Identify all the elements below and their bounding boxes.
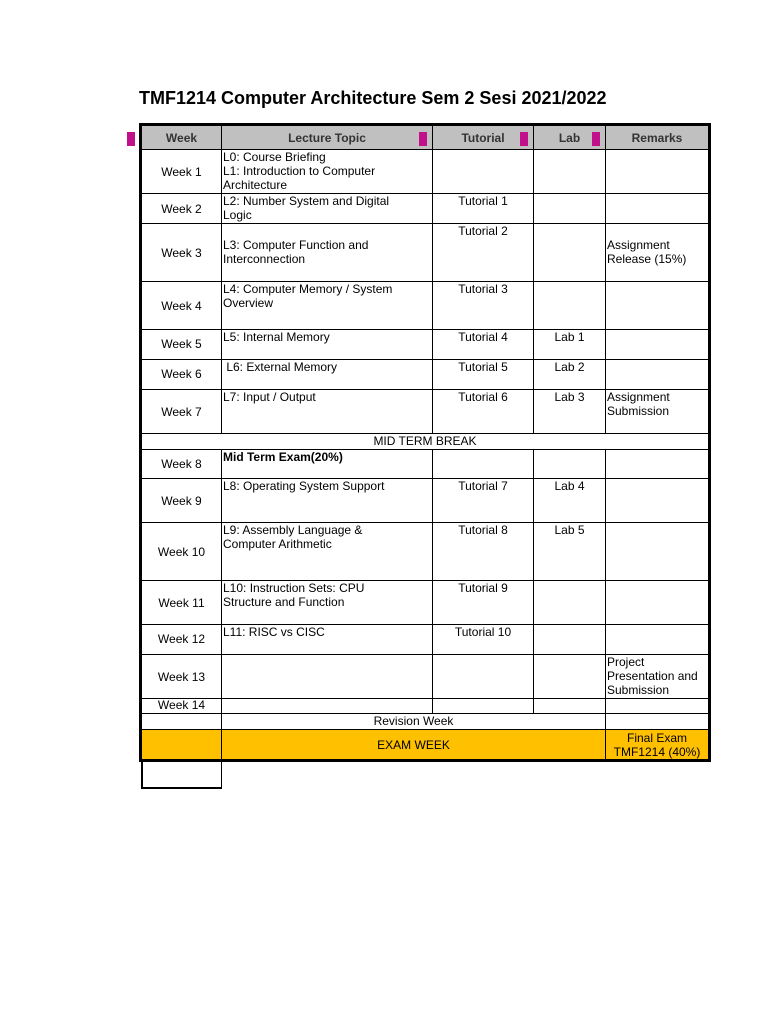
week-cell: Week 1 xyxy=(141,149,222,194)
tutorial-cell: Tutorial 6 xyxy=(432,389,534,434)
tutorial-cell: Tutorial 8 xyxy=(432,522,534,581)
revision-week-row: Revision Week xyxy=(221,713,606,730)
topic-cell: L7: Input / Output xyxy=(221,389,433,434)
lab-cell: Lab 1 xyxy=(533,329,606,360)
week-cell: Week 14 xyxy=(141,698,222,714)
tutorial-cell xyxy=(432,654,534,699)
topic-cell: L4: Computer Memory / System Overview xyxy=(221,281,433,330)
week-cell: Week 3 xyxy=(141,223,222,282)
lab-cell xyxy=(533,149,606,194)
week-cell: Week 6 xyxy=(141,359,222,390)
topic-cell: L0: Course Briefing L1: Introduction to Computer Architecture xyxy=(221,149,433,194)
remarks-cell xyxy=(605,478,709,523)
remarks-cell xyxy=(605,449,709,479)
tutorial-cell: Tutorial 1 xyxy=(432,193,534,224)
topic-cell xyxy=(221,654,433,699)
remarks-cell xyxy=(605,522,709,581)
lab-cell xyxy=(533,281,606,330)
tutorial-cell: Tutorial 10 xyxy=(432,624,534,655)
topic-cell: L9: Assembly Language & Computer Arithmetic xyxy=(221,522,433,581)
remarks-cell xyxy=(605,698,709,714)
week-cell: Week 8 xyxy=(141,449,222,479)
tutorial-cell: Tutorial 4 xyxy=(432,329,534,360)
lab-cell: Lab 4 xyxy=(533,478,606,523)
remarks-cell: Assignment Release (15%) xyxy=(605,223,709,282)
week-cell: Week 11 xyxy=(141,580,222,625)
topic-cell xyxy=(221,698,433,714)
final-exam-remarks: Final Exam TMF1214 (40%) xyxy=(605,729,709,760)
topic-cell: L3: Computer Function and Interconnection xyxy=(221,223,433,282)
header-tutorial: Tutorial xyxy=(432,125,534,150)
week-cell: Week 7 xyxy=(141,389,222,434)
column-marker xyxy=(127,132,135,146)
topic-cell: L2: Number System and Digital Logic xyxy=(221,193,433,224)
remarks-cell xyxy=(605,193,709,224)
header-remarks: Remarks xyxy=(605,125,709,150)
remarks-cell xyxy=(605,149,709,194)
topic-cell: L8: Operating System Support xyxy=(221,478,433,523)
lab-cell xyxy=(533,223,606,282)
remarks-cell xyxy=(605,624,709,655)
remarks-cell xyxy=(605,329,709,360)
tutorial-cell xyxy=(432,698,534,714)
lab-cell xyxy=(533,698,606,714)
week-cell: Week 12 xyxy=(141,624,222,655)
lab-cell xyxy=(533,654,606,699)
document-title: TMF1214 Computer Architecture Sem 2 Sesi 2021/2022 xyxy=(139,88,607,108)
tutorial-cell xyxy=(432,149,534,194)
tutorial-cell: Tutorial 9 xyxy=(432,580,534,625)
topic-cell: L6: External Memory xyxy=(221,359,433,390)
week-cell: Week 13 xyxy=(141,654,222,699)
week-cell: Week 10 xyxy=(141,522,222,581)
remarks-cell xyxy=(605,713,709,730)
column-marker xyxy=(592,132,600,146)
week-cell: Week 4 xyxy=(141,281,222,330)
mid-term-break-row: MID TERM BREAK xyxy=(141,433,709,450)
week-cell: Week 5 xyxy=(141,329,222,360)
remarks-cell: Assignment Submission xyxy=(605,389,709,434)
topic-cell: L5: Internal Memory xyxy=(221,329,433,360)
tutorial-cell: Tutorial 3 xyxy=(432,281,534,330)
exam-week-row: EXAM WEEK xyxy=(221,729,606,760)
lab-cell: Lab 3 xyxy=(533,389,606,434)
remarks-cell xyxy=(605,359,709,390)
tutorial-cell: Tutorial 7 xyxy=(432,478,534,523)
topic-cell: L11: RISC vs CISC xyxy=(221,624,433,655)
week-cell xyxy=(141,713,222,730)
remarks-cell xyxy=(605,281,709,330)
topic-cell: Mid Term Exam(20%) xyxy=(221,449,433,479)
lab-cell xyxy=(533,624,606,655)
exam-week-spacer xyxy=(141,729,222,760)
remarks-cell: Project Presentation and Submission xyxy=(605,654,709,699)
column-marker xyxy=(520,132,528,146)
lab-cell xyxy=(533,580,606,625)
header-topic: Lecture Topic xyxy=(221,125,433,150)
empty-cell xyxy=(141,759,222,789)
header-lab: Lab xyxy=(533,125,606,150)
lab-cell xyxy=(533,449,606,479)
remarks-cell xyxy=(605,580,709,625)
column-marker xyxy=(419,132,427,146)
header-week: Week xyxy=(141,125,222,150)
tutorial-cell: Tutorial 2 xyxy=(432,223,534,282)
lab-cell xyxy=(533,193,606,224)
topic-cell: L10: Instruction Sets: CPU Structure and Function xyxy=(221,580,433,625)
tutorial-cell: Tutorial 5 xyxy=(432,359,534,390)
week-cell: Week 9 xyxy=(141,478,222,523)
tutorial-cell xyxy=(432,449,534,479)
lab-cell: Lab 2 xyxy=(533,359,606,390)
week-cell: Week 2 xyxy=(141,193,222,224)
lab-cell: Lab 5 xyxy=(533,522,606,581)
